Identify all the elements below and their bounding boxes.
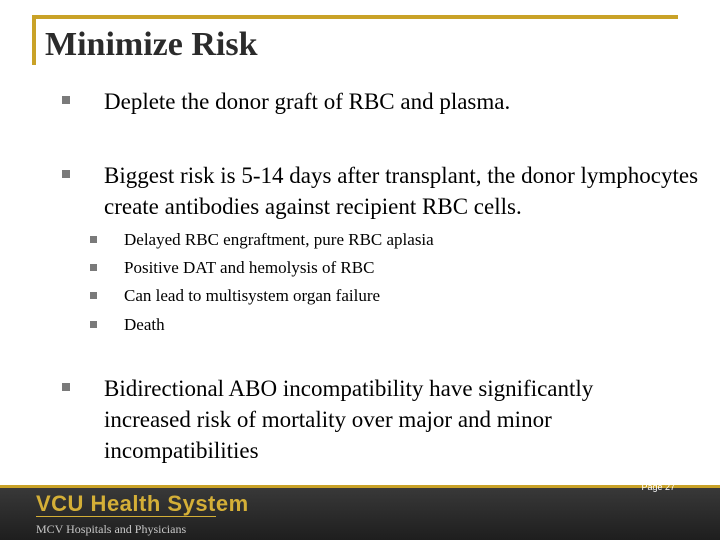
square-bullet-icon xyxy=(62,383,70,391)
page-number: Page 27 xyxy=(641,482,675,492)
square-bullet-icon xyxy=(62,96,70,104)
sub-bullet-text: Delayed RBC engraftment, pure RBC aplasia xyxy=(124,230,434,249)
footer-divider xyxy=(0,485,720,488)
bullet-text: Bidirectional ABO incompatibility have significantly increased risk of mortality over major and minor incompatibilities xyxy=(104,376,594,463)
sub-bullet-item xyxy=(90,258,650,278)
square-bullet-icon xyxy=(90,264,97,271)
bullet-text: Biggest risk is 5-14 days after transplant, the donor lymphocytes create antibodies against recipient RBC cells. xyxy=(104,163,699,219)
title-frame-top xyxy=(32,15,678,19)
sub-bullet-text: Can lead to multisystem organ failure xyxy=(124,286,381,305)
sub-bullet-text: Death xyxy=(124,315,165,334)
sub-bullet-item xyxy=(90,230,650,250)
square-bullet-icon xyxy=(90,236,97,243)
logo-rule xyxy=(36,516,216,517)
square-bullet-icon xyxy=(62,170,70,178)
bullet-item xyxy=(62,373,662,466)
sub-bullet-text: Positive DAT and hemolysis of RBC xyxy=(124,258,375,277)
vcu-logo: VCU Health System xyxy=(36,491,249,516)
bullet-item xyxy=(62,86,672,117)
bullet-item xyxy=(62,160,702,222)
square-bullet-icon xyxy=(90,321,97,328)
title-frame-left xyxy=(32,15,36,65)
slide-title: Minimize Risk xyxy=(45,26,258,63)
bullet-text: Deplete the donor graft of RBC and plasma. xyxy=(104,89,511,114)
sub-bullet-item xyxy=(90,286,650,306)
logo-subtitle: MCV Hospitals and Physicians xyxy=(36,522,187,536)
square-bullet-icon xyxy=(90,292,97,299)
sub-bullet-item xyxy=(90,315,650,335)
